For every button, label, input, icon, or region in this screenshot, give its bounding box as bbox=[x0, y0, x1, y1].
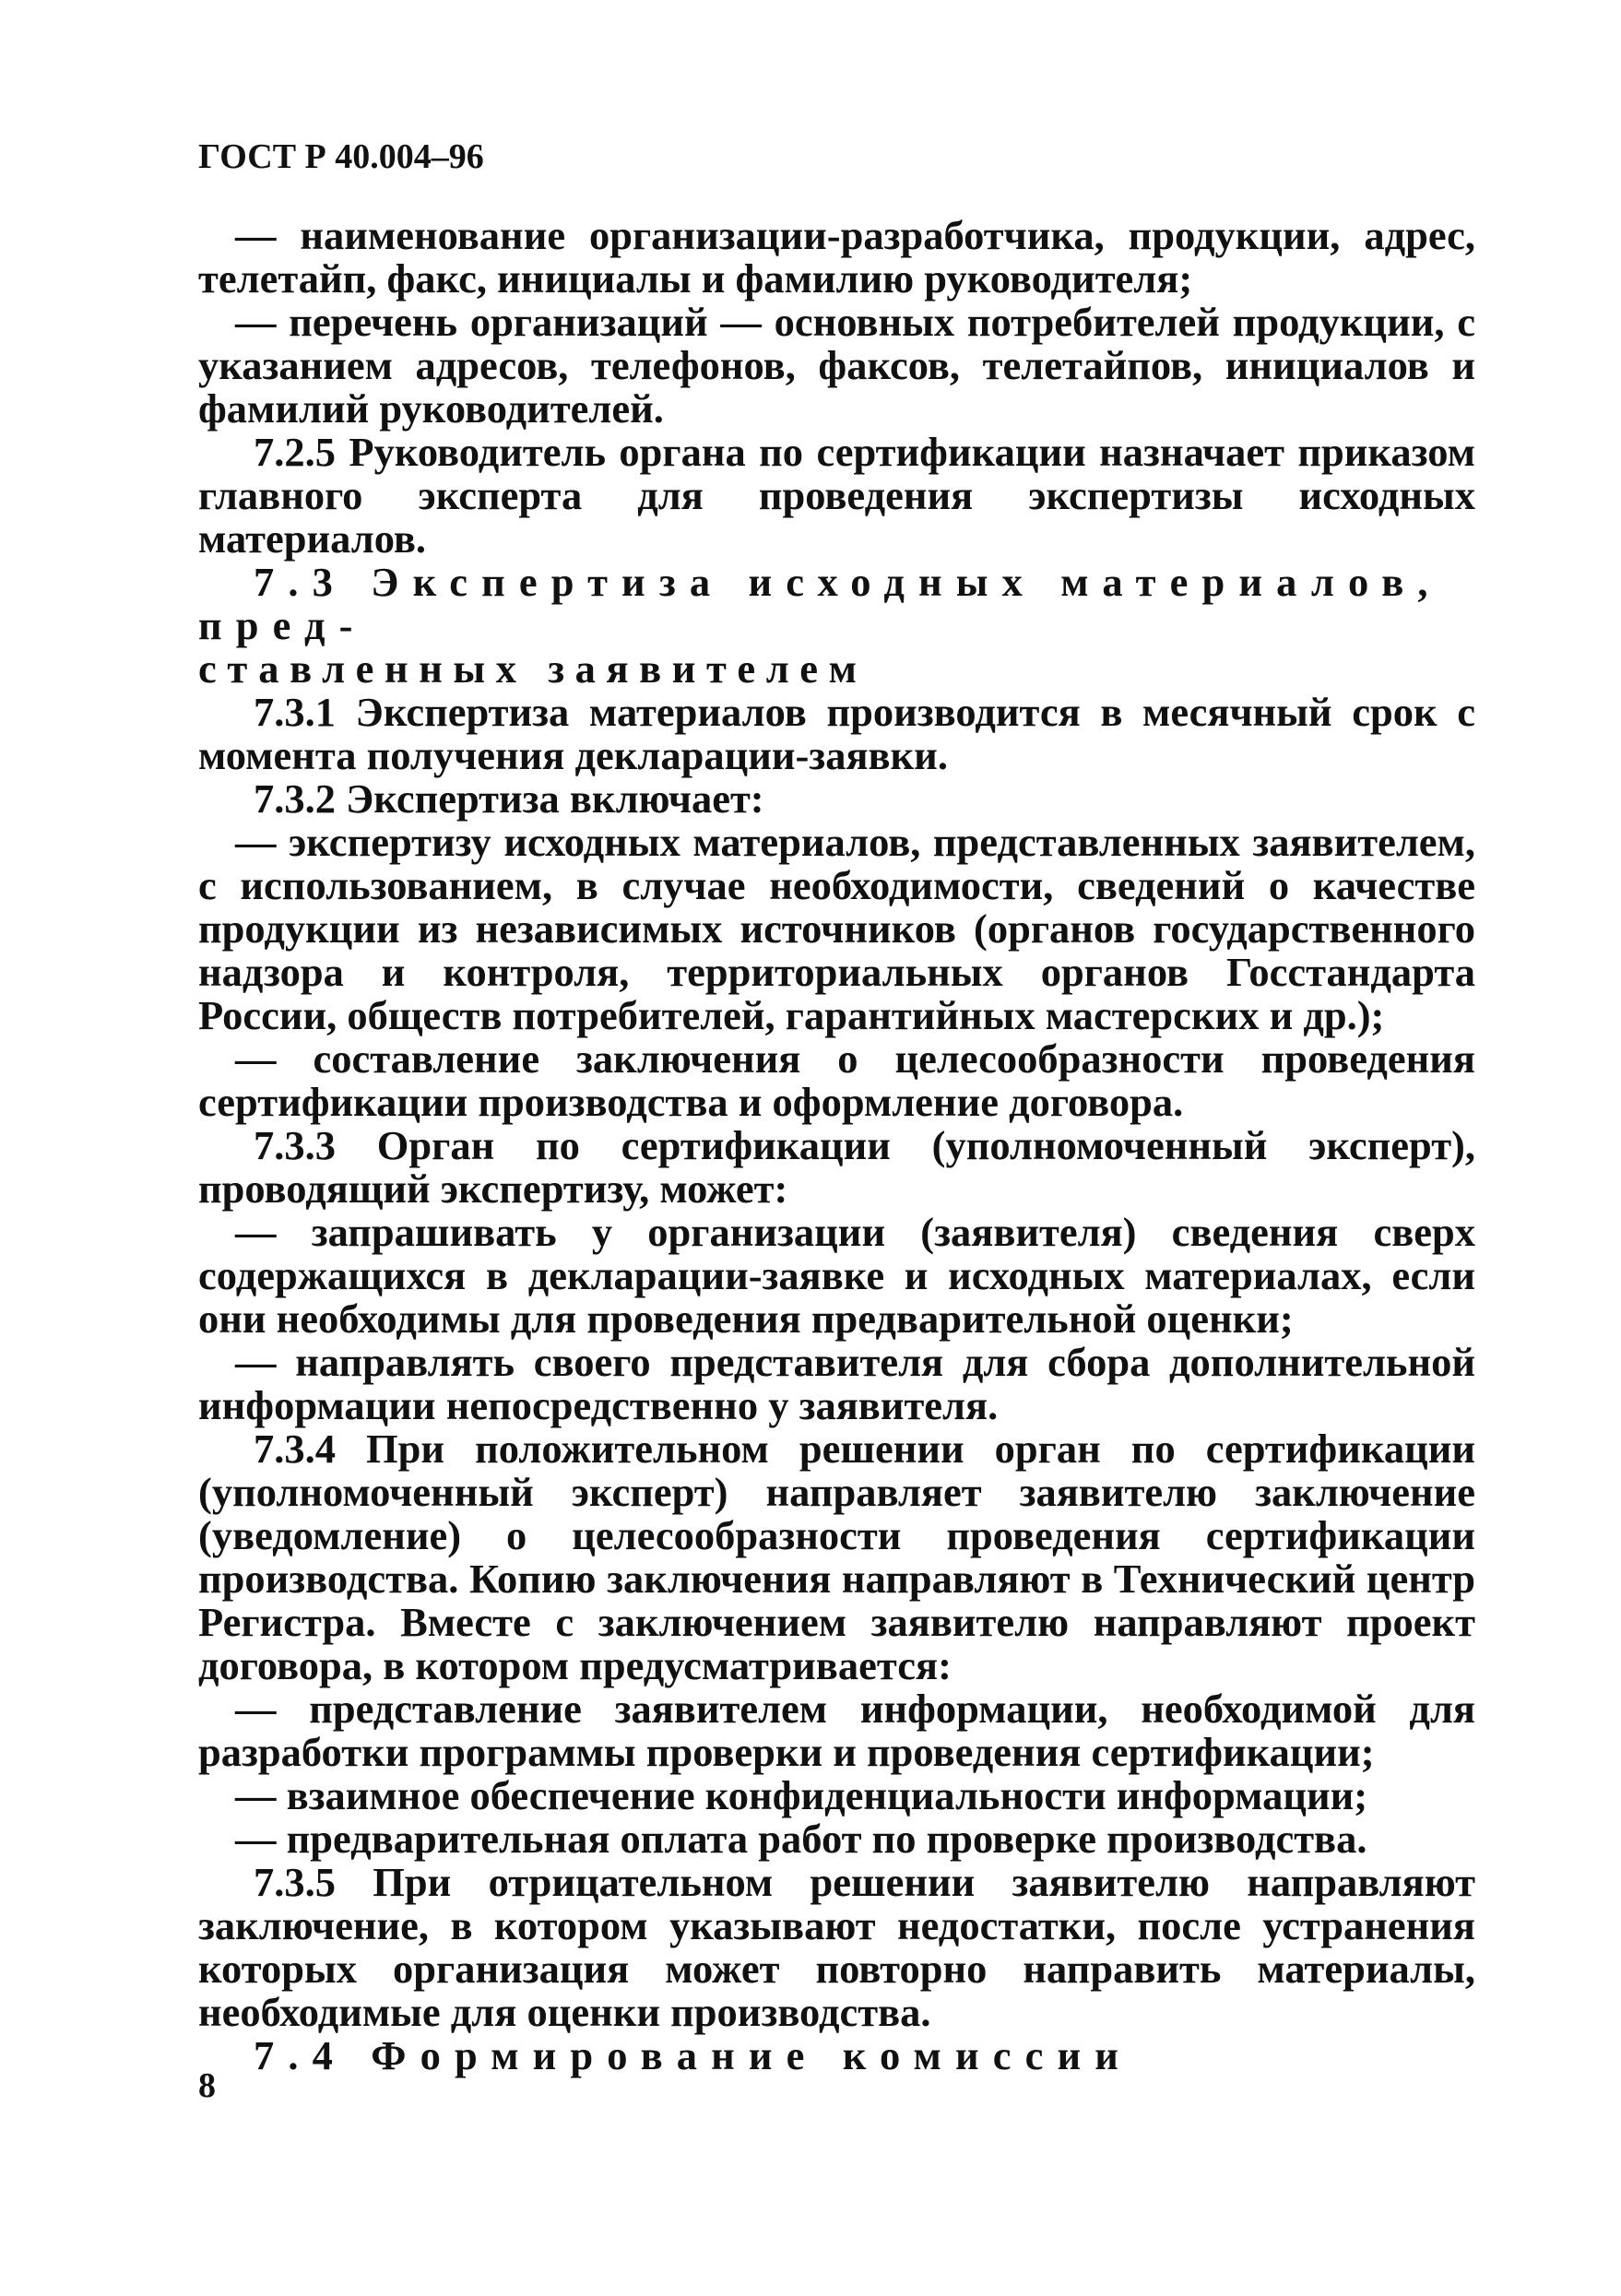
clause-7-3-5: 7.3.5 При отрицательном решении заявителю направляют заключение, в котором указывают недостатки, после устранения которых организация может повторно направить материалы, необходимые для оценки производства. bbox=[198, 1859, 1475, 2035]
page-number: 8 bbox=[198, 2066, 216, 2105]
document-code-header: ГОСТ Р 40.004–96 bbox=[198, 137, 484, 176]
section-heading-7-3-line1: 7.3 Экспертиза исходных материалов, пред- bbox=[198, 559, 1442, 648]
list-item-send-representative: — направлять своего представителя для сбора дополнительной информации непосредственно у заявителя. bbox=[198, 1339, 1475, 1428]
document-body bbox=[198, 214, 1475, 2077]
section-heading-7-4: 7.4 Формирование комиссии bbox=[254, 2032, 1133, 2078]
list-item-conclusion-drafting: — составление заключения о целесообразности проведения сертификации производства и оформление договора. bbox=[198, 1036, 1475, 1125]
section-heading-7-3-line2: ставленных заявителем bbox=[198, 645, 868, 692]
clause-7-2-5: 7.2.5 Руководитель органа по сертификации назначает приказом главного эксперта для проведения экспертизы исходных материалов. bbox=[198, 429, 1475, 562]
clause-7-3-4: 7.3.4 При положительном решении орган по сертификации (уполномоченный эксперт) направляет заявителю заключение (уведомление) о целесообразности проведения сертификации производства. Копию заключения направляют в Технический центр Регистра. Вместе с заключением заявителю направляют проект договора, в котором предусматривается: bbox=[198, 1426, 1475, 1688]
list-item-consumer-organizations: — перечень организаций — основных потребителей продукции, с указанием адресов, телефонов, факсов, телетайпов, инициалов и фамилий руководителей. bbox=[198, 299, 1475, 432]
list-item-request-info: — запрашивать у организации (заявителя) сведения сверх содержащихся в декларации-заявке и исходных материалах, если они необходимы для проведения предварительной оценки; bbox=[198, 1209, 1475, 1342]
list-item-confidentiality: — взаимное обеспечение конфиденциальности информации; bbox=[235, 1772, 1368, 1818]
clause-7-3-2: 7.3.2 Экспертиза включает: bbox=[254, 775, 764, 822]
list-item-provide-information: — представление заявителем информации, необходимой для разработки программы проверки и проведения сертификации; bbox=[198, 1686, 1475, 1775]
clause-7-3-3: 7.3.3 Орган по сертификации (уполномоченный эксперт), проводящий экспертизу, может: bbox=[198, 1122, 1475, 1212]
list-item-expertise-materials: — экспертизу исходных материалов, представленных заявителем, с использованием, в случае необходимости, сведений о качестве продукции из независимых источников (органов государственного надзора и контроля, территориальных органов Госстандарта России, обществ потребителей, гарантийных мастерских и др.); bbox=[198, 819, 1475, 1038]
list-item-developer-info: — наименование организации-разработчика, продукции, адрес, телетайп, факс, инициалы и фамилию руководителя; bbox=[198, 212, 1475, 302]
list-item-prepayment: — предварительная оплата работ по проверке производства. bbox=[235, 1816, 1367, 1862]
clause-7-3-1: 7.3.1 Экспертиза материалов производится в месячный срок с момента получения декларации-заявки. bbox=[198, 689, 1475, 778]
